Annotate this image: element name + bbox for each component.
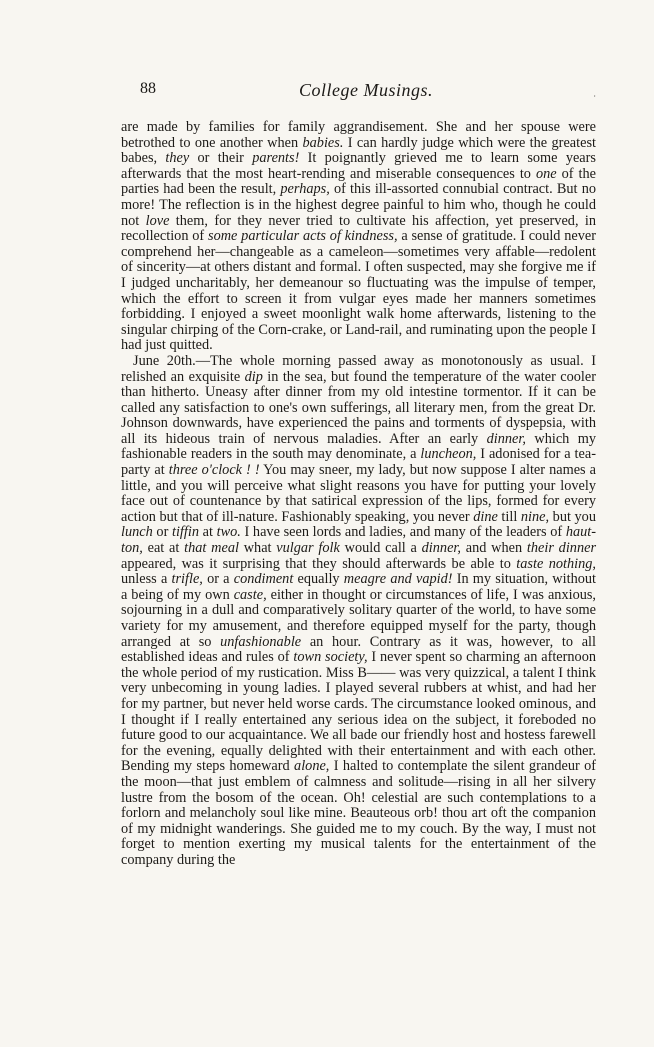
header-mark: · xyxy=(593,92,596,101)
text-run: June 20th.—The whole morning passed away as monotonously as usual. I relished an exquisite xyxy=(121,352,596,385)
italic-text: three o'clock ! ! xyxy=(168,462,260,479)
italic-text: dinner, xyxy=(486,430,526,447)
text-run: of the parties had been the result, xyxy=(121,165,596,198)
italic-text: dinner, xyxy=(421,540,461,557)
page-header xyxy=(130,80,602,106)
italic-text: unfashionable xyxy=(220,633,302,650)
text-run: I never spent so charming an afternoon the whole period of my rustication. Miss B—— was very quizzical, a talent I think very unbecoming in young ladies. I played several rubbers at whist, and had her for my partner, but never held worse cards. The circumstance looked ominous, and I thought if I really entertained any serious idea on the subject, it foreboded no future good to our acquaintance. We all bade our friendly host and hostess farewell for the evening, equally delighted with their entertainment and with each other. Bending my steps homeward xyxy=(121,649,597,775)
italic-text: that meal xyxy=(184,540,239,557)
italic-text: caste, xyxy=(233,586,267,603)
text-run: either in thought or circumstances of life, I was anxious, sojourning in a dull and comparatively solitary quarter of the world, to have some variety for my amusement, and therefore equipped myself for the party, though arranged at so xyxy=(121,586,597,650)
italic-text: trifle, xyxy=(171,571,203,588)
text-run: an hour. Contrary as it was, however, to all established ideas and rules of xyxy=(121,633,596,666)
paragraph-june-20th xyxy=(121,354,596,869)
italic-text: luncheon, xyxy=(420,446,477,463)
text-run: which my fashionable readers in the south may denominate, a xyxy=(121,430,596,463)
text-run: I adonised for a tea-party at xyxy=(121,446,596,479)
text-run: are made by families for family aggrandisement. She and her spouse were betrothed to one another when xyxy=(121,119,596,151)
text-run: I have seen lords and ladies, and many of the leaders of xyxy=(240,524,566,541)
italic-text: nine, xyxy=(520,508,550,525)
text-run: eat at xyxy=(142,540,185,557)
text-run: appeared, was it surprising that they should afterwards be able to xyxy=(121,555,517,572)
italic-text: town society, xyxy=(293,649,368,666)
italic-text: meagre and vapid! xyxy=(343,571,453,588)
text-run: unless a xyxy=(121,571,172,588)
text-run: what xyxy=(238,540,277,557)
page-number: 88 xyxy=(140,80,156,97)
text-run: or a xyxy=(202,571,234,588)
italic-text: vulgar folk xyxy=(276,540,340,557)
text-run: It poignantly grieved me to learn some years afterwards that the most heart-rending and miserable consequences to xyxy=(121,150,596,182)
text-run: equally xyxy=(293,571,344,588)
text-run: You may sneer, my lady, but now suppose I alter names a little, and you will perceive what slight reasons you have for putting your lovely face out of countenance by that satirical expression of the lips, formed for every action but that of ill-nature. Fashionably speaking, you never xyxy=(121,462,596,525)
text-run: or xyxy=(152,524,172,541)
text-run: or their xyxy=(189,150,253,167)
italic-text: love xyxy=(145,212,170,229)
text-run: In my situation, without a being of my own xyxy=(121,571,596,603)
paragraph-continuation xyxy=(121,120,596,354)
italic-text: dip xyxy=(244,368,263,385)
text-run: of this ill-assorted connubial contract. But no more! The reflection is in the highest degree painful to him who, though he could not xyxy=(121,181,596,229)
italic-text: perhaps, xyxy=(280,181,330,198)
text-run: in the sea, but found the temperature of the water cooler than hitherto. Uneasy after dinner from my old intestine tormentor. If it can be called any satisfaction to one's own sufferings, all literary men, from the great Dr. Johnson downwards, have experienced the pains and torments of dyspepsia, with all its hideous train of nervous maladies. After an early xyxy=(121,368,597,447)
italic-text: haut-ton, xyxy=(121,524,596,557)
running-title: College Musings. xyxy=(299,80,433,100)
text-run: would call a xyxy=(339,540,422,557)
italic-text: dine xyxy=(473,508,498,525)
text-run: but you xyxy=(549,508,596,525)
italic-text: tiffin xyxy=(171,524,199,541)
italic-text: parents! xyxy=(252,150,300,167)
italic-text: they xyxy=(165,150,190,167)
italic-text: some particular acts of kindness, xyxy=(208,228,398,245)
text-run: a sense of gratitude. I could never comprehend her—changeable as a cameleon—sometimes very affable—redolent of sincerity—at others distant and formal. I often suspected, may she forgive me if I judged uncharitably, her demeanour so fluctuating was the impulse of temper, which the effort to screen it from vulgar eyes made her manners sometimes forbidding. I enjoyed a sweet moonlight walk home afterwards, listening to the singular chirping of the Corn-crake, or Land-rail, and ruminating upon the people I had just quitted. xyxy=(121,228,597,354)
italic-text: one xyxy=(535,165,557,182)
text-run: I halted to contemplate the silent grandeur of the moon—that just emblem of calmness and solitude—rising in all her silvery lustre from the bosom of the ocean. Oh! celestial are such contemplations to a forlorn and melancholy soul like mine. Beauteous orb! thou art oft the companion of my midnight wanderings. She guided me to my couch. By the way, I must not forget to mention exerting my musical talents for the entertainment of the company during the xyxy=(121,758,596,868)
text-run: at xyxy=(199,524,217,541)
text-run: I can hardly judge which were the greatest babes, xyxy=(121,134,596,167)
italic-text: condiment xyxy=(233,571,294,588)
italic-text: their dinner xyxy=(526,540,597,557)
page-body xyxy=(121,120,596,869)
italic-text: taste nothing, xyxy=(516,555,596,572)
text-run: till xyxy=(497,508,521,525)
italic-text: babies. xyxy=(302,134,344,151)
italic-text: lunch xyxy=(121,524,153,541)
text-run: and when xyxy=(460,540,527,557)
italic-text: two. xyxy=(216,524,241,541)
text-run: them, for they never tried to cultivate his affection, yet preserved, in recollection of xyxy=(121,212,596,245)
italic-text: alone, xyxy=(294,758,330,775)
